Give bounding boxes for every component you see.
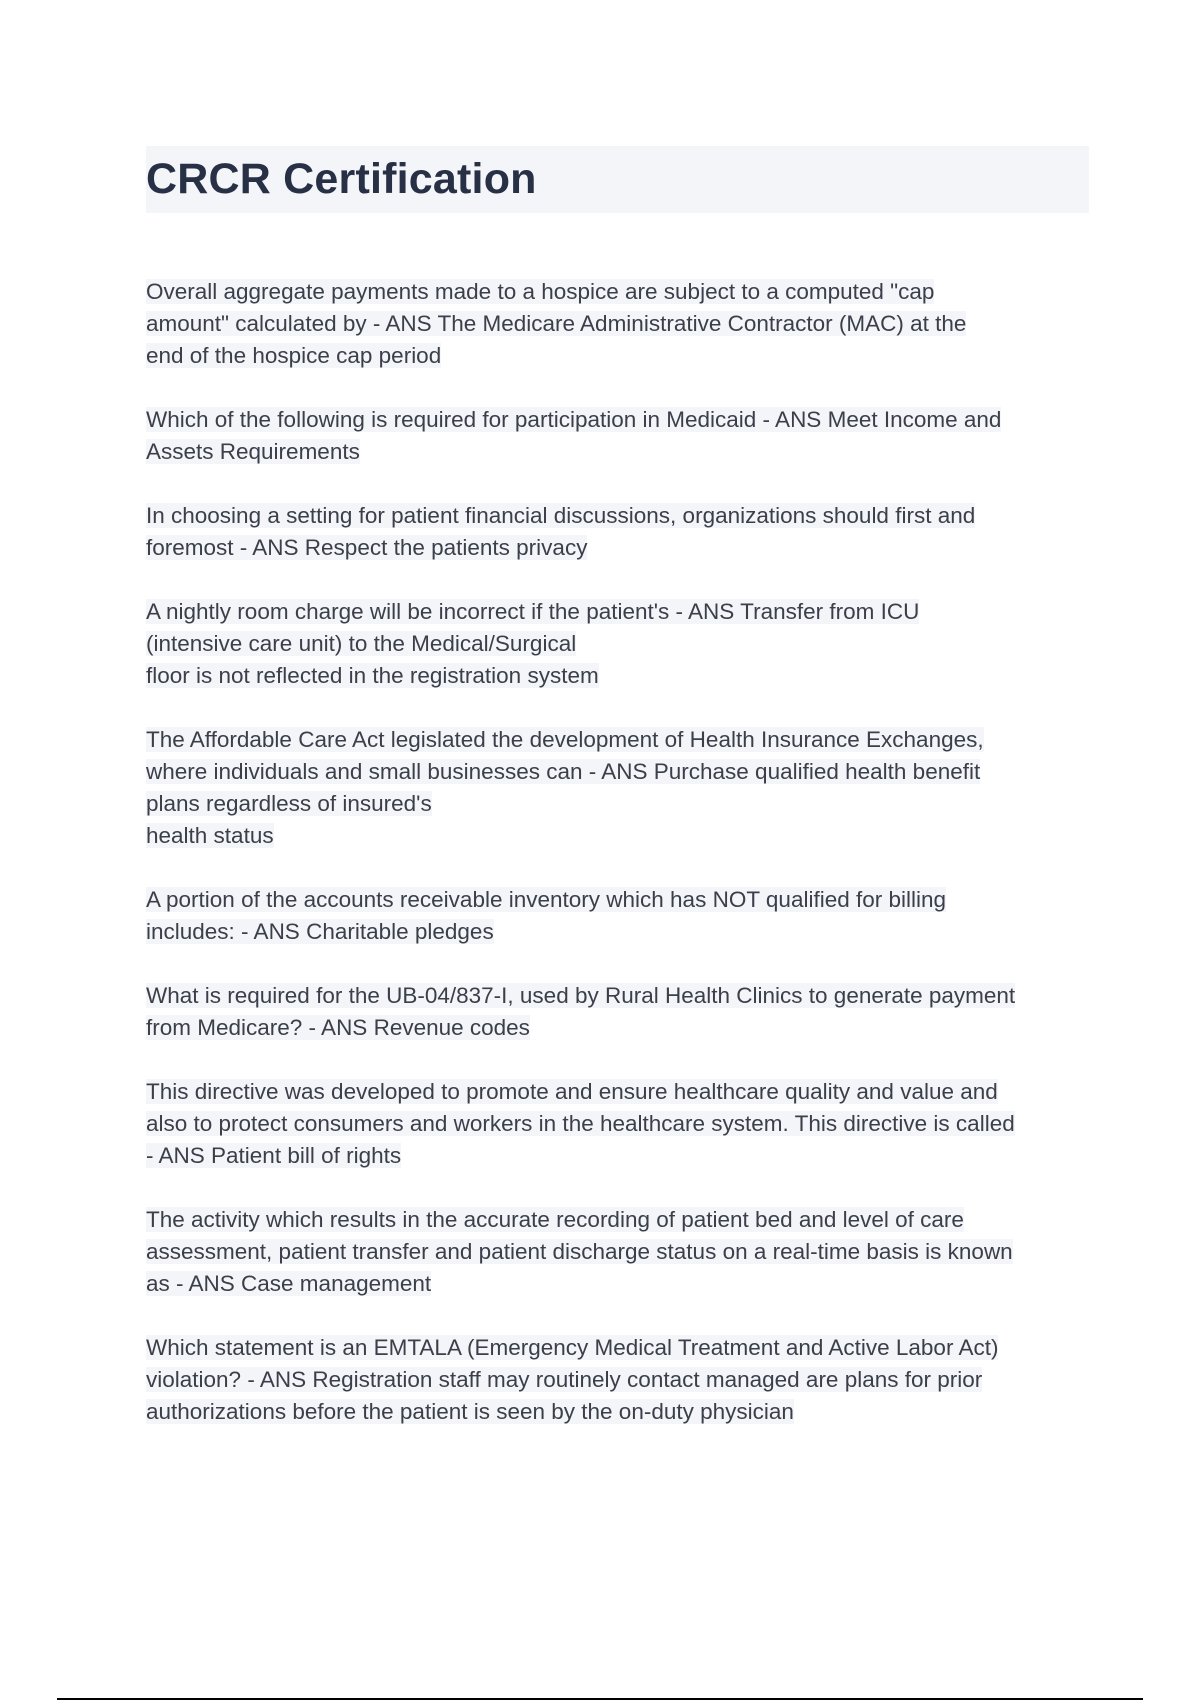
qa-list (146, 276, 1089, 1460)
qa-item (146, 404, 1089, 468)
title-block (146, 146, 1089, 213)
qa-line: foremost - ANS Respect the patients privacy (146, 535, 588, 560)
qa-item (146, 724, 1089, 852)
qa-item (146, 1204, 1089, 1300)
qa-line: includes: - ANS Charitable pledges (146, 919, 494, 944)
qa-item (146, 1332, 1089, 1428)
qa-line: Which of the following is required for participation in Medicaid - ANS Meet Income and (146, 407, 1002, 432)
qa-line: The Affordable Care Act legislated the development of Health Insurance Exchanges, (146, 727, 984, 752)
qa-line: What is required for the UB-04/837-I, used by Rural Health Clinics to generate payment (146, 983, 1016, 1008)
qa-item (146, 276, 1089, 372)
qa-line: floor is not reflected in the registration system (146, 663, 599, 688)
qa-line: as - ANS Case management (146, 1271, 432, 1296)
qa-line: authorizations before the patient is seen by the on-duty physician (146, 1399, 794, 1424)
qa-line: (intensive care unit) to the Medical/Surgical (146, 631, 577, 656)
qa-item (146, 884, 1089, 948)
qa-line: A nightly room charge will be incorrect if the patient's - ANS Transfer from ICU (146, 599, 920, 624)
qa-line: violation? - ANS Registration staff may routinely contact managed are plans for prior (146, 1367, 983, 1392)
qa-line: Overall aggregate payments made to a hospice are subject to a computed "cap (146, 279, 935, 304)
qa-item (146, 980, 1089, 1044)
qa-item (146, 596, 1089, 692)
qa-line: - ANS Patient bill of rights (146, 1143, 402, 1168)
qa-item (146, 1076, 1089, 1172)
qa-line: This directive was developed to promote and ensure healthcare quality and value and (146, 1079, 998, 1104)
qa-line: Assets Requirements (146, 439, 360, 464)
qa-item (146, 500, 1089, 564)
qa-line: health status (146, 823, 274, 848)
qa-line: A portion of the accounts receivable inventory which has NOT qualified for billing (146, 887, 947, 912)
qa-line: In choosing a setting for patient financial discussions, organizations should first and (146, 503, 976, 528)
qa-line: also to protect consumers and workers in the healthcare system. This directive is called (146, 1111, 1015, 1136)
qa-line: assessment, patient transfer and patient discharge status on a real-time basis is known (146, 1239, 1013, 1264)
qa-line: The activity which results in the accurate recording of patient bed and level of care (146, 1207, 964, 1232)
qa-line: end of the hospice cap period (146, 343, 442, 368)
qa-line: from Medicare? - ANS Revenue codes (146, 1015, 530, 1040)
qa-line: where individuals and small businesses can - ANS Purchase qualified health benefit (146, 759, 981, 784)
qa-line: plans regardless of insured's (146, 791, 432, 816)
qa-line: Which statement is an EMTALA (Emergency Medical Treatment and Active Labor Act) (146, 1335, 999, 1360)
qa-line: amount" calculated by - ANS The Medicare Administrative Contractor (MAC) at the (146, 311, 967, 336)
page-title: CRCR Certification (146, 155, 537, 203)
